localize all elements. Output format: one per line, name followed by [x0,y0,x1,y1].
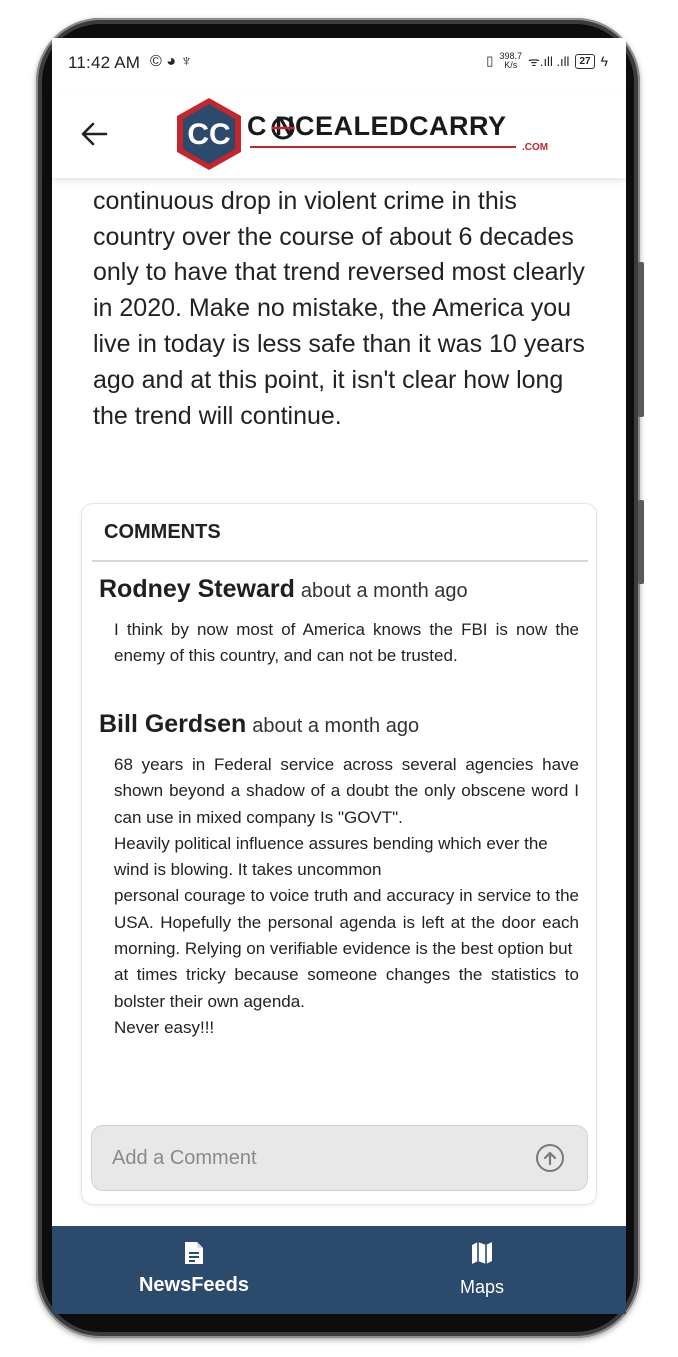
power-button [638,500,644,584]
comment-paragraph: at times tricky because someone changes the statistics to bolster their own agenda. [114,965,579,1011]
comment-author[interactable]: Bill Gerdsen [99,710,247,738]
status-right-icons [486,52,608,70]
concealedcarry-logo [174,94,564,174]
nav-label: Maps [459,1277,504,1297]
app-screen [52,38,626,1314]
charging-icon: ϟ [600,53,608,69]
comment-time: about a month ago [252,715,420,737]
comments-title: COMMENTS [104,521,221,543]
logo-dot-com: .COM [522,142,549,153]
nav-label: NewsFeeds [138,1274,250,1296]
app-header [52,90,626,178]
comment-author[interactable]: Rodney Steward [99,575,295,603]
add-comment-input[interactable] [110,1126,524,1190]
comment-time: about a month ago [300,580,468,602]
nav-newsfeeds[interactable] [124,1226,264,1314]
comment-paragraph: I think by now most of America knows the FBI is now the enemy of this country, and can not be trusted. [114,620,579,666]
article-body [93,148,587,434]
nav-maps[interactable] [432,1226,532,1314]
network-speed [499,52,522,70]
status-bar [52,38,626,90]
map-icon [470,1240,494,1266]
comment-paragraph: Never easy!!! [114,1017,215,1037]
battery-icon: 27 [575,54,594,69]
back-arrow-icon [79,119,109,149]
status-time: 11:42 AM [68,53,141,72]
comment-paragraph: Heavily political influence assures bending which ever the wind is blowing. It takes uncommon [114,833,548,880]
logo-underline [250,146,516,148]
comments-section [81,503,597,1205]
logo-monogram: CC [187,118,231,151]
crosshair-icon [270,115,296,141]
comment-header [99,575,468,604]
article-content [52,178,626,1226]
comments-divider [92,560,588,562]
newsfeed-icon [182,1240,206,1266]
network-speed-unit: K/s [504,60,518,70]
volume-button [638,262,644,417]
bottom-navigation [52,1226,626,1314]
back-button[interactable] [74,114,114,154]
add-comment-box [91,1125,588,1191]
comment-header [99,710,419,739]
article-paragraph: continuous drop in violent crime in this country over the course of about 6 decades only to have that trend reversed most clearly in 2020. Make no mistake, the America you live in today is less safe than it was 10 years ago and at this point, it isn't clear how long the trend will continue. [93,186,585,430]
vibrate-icon: ▯ [486,53,494,68]
send-comment-icon[interactable] [535,1143,565,1173]
logo-hexagon-icon [174,96,244,172]
comment-body [114,617,579,670]
notification-icons: © ◕ ♆ [150,53,193,70]
comment-paragraph: 68 years in Federal service across several agencies have shown beyond a shadow of a doubt the only obscene word I can use in mixed company Is "GOVT". [114,755,579,827]
logo-wordmark: C NCEALEDCARRY [247,111,507,141]
comment-body [114,752,579,1041]
comment-paragraph: personal courage to voice truth and accuracy in service to the USA. Hopefully the personal agenda is left at the door each morning. Relying on verifiable evidence is the best option but [114,886,579,959]
signal-icon: ᯤ.ıll .ıll [527,54,570,69]
network-speed-value: 398.7 [499,51,522,61]
